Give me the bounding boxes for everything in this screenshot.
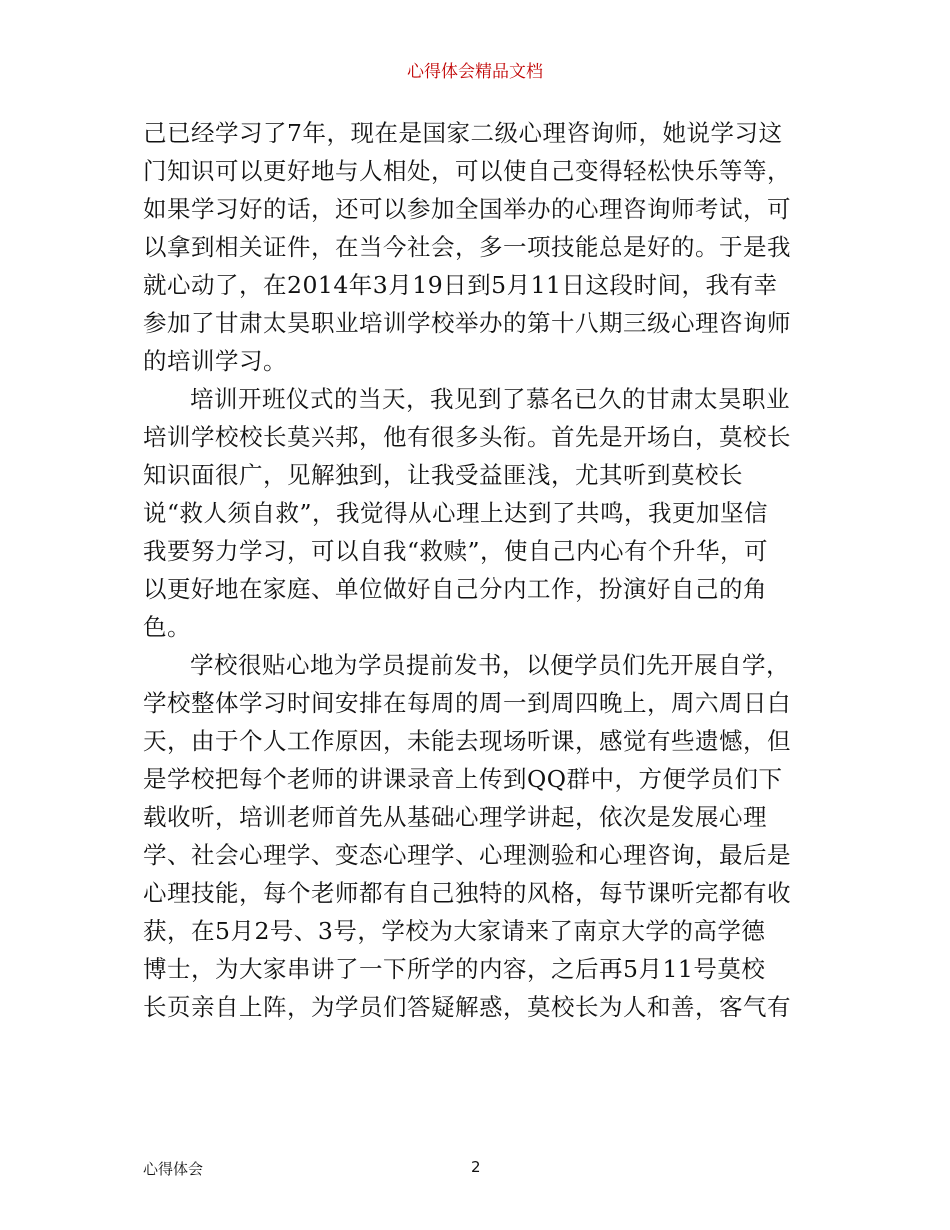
text-line: 是学校把每个老师的讲课录音上传到QQ群中，方便学员们下: [143, 765, 783, 793]
text-line: 长页亲自上阵，为学员们答疑解惑，莫校长为人和善，客气有: [143, 993, 791, 1021]
document-body: [143, 114, 823, 1026]
text-line: 我要努力学习，可以自我“救赎”，使自己内心有个升华，可: [143, 537, 769, 565]
text-line: 知识面很广，见解独到，让我受益匪浅，尤其听到莫校长: [143, 461, 743, 489]
text-line: 如果学习好的话，还可以参加全国举办的心理咨询师考试，可: [143, 195, 791, 223]
text-line: 色。: [143, 613, 191, 641]
text-line: 心理技能，每个老师都有自己独特的风格，每节课听完都有收: [143, 879, 791, 907]
footer-label: 心得体会: [143, 1160, 204, 1178]
paragraph-first-line: 培训开班仪式的当天，我见到了慕名已久的甘肃太昊职业: [190, 385, 790, 413]
text-line: 己已经学习了7年，现在是国家二级心理咨询师，她说学习这: [143, 119, 783, 147]
text-line: 培训学校校长莫兴邦，他有很多头衔。首先是开场白，莫校长: [143, 423, 791, 451]
page-number: 2: [471, 1158, 481, 1176]
text-line: 的培训学习。: [143, 347, 287, 375]
text-line: 学校整体学习时间安排在每周的周一到周四晚上，周六周日白: [143, 689, 791, 717]
paragraph-first-line: 学校很贴心地为学员提前发书，以便学员们先开展自学，: [190, 651, 790, 679]
text-line: 载收听，培训老师首先从基础心理学讲起，依次是发展心理: [143, 803, 767, 831]
text-line: 门知识可以更好地与人相处，可以使自己变得轻松快乐等等，: [143, 157, 791, 185]
text-line: 以更好地在家庭、单位做好自己分内工作，扮演好自己的角: [143, 575, 767, 603]
page-header-title: 心得体会精品文档: [407, 62, 543, 82]
text-line: 说“救人须自救”，我觉得从心理上达到了共鸣，我更加坚信: [143, 499, 769, 527]
text-line: 以拿到相关证件，在当今社会，多一项技能总是好的。于是我: [143, 233, 791, 261]
text-line: 博士，为大家串讲了一下所学的内容，之后再5月11号莫校: [143, 955, 766, 983]
text-line: 学、社会心理学、变态心理学、心理测验和心理咨询，最后是: [143, 841, 791, 869]
text-line: 天，由于个人工作原因，未能去现场听课，感觉有些遗憾，但: [143, 727, 791, 755]
text-line: 就心动了，在2014年3月19日到5月11日这段时间，我有幸: [143, 271, 778, 299]
text-line: 参加了甘肃太昊职业培训学校举办的第十八期三级心理咨询师: [143, 309, 791, 337]
text-line: 获，在5月2号、3号，学校为大家请来了南京大学的高学德: [143, 917, 766, 945]
